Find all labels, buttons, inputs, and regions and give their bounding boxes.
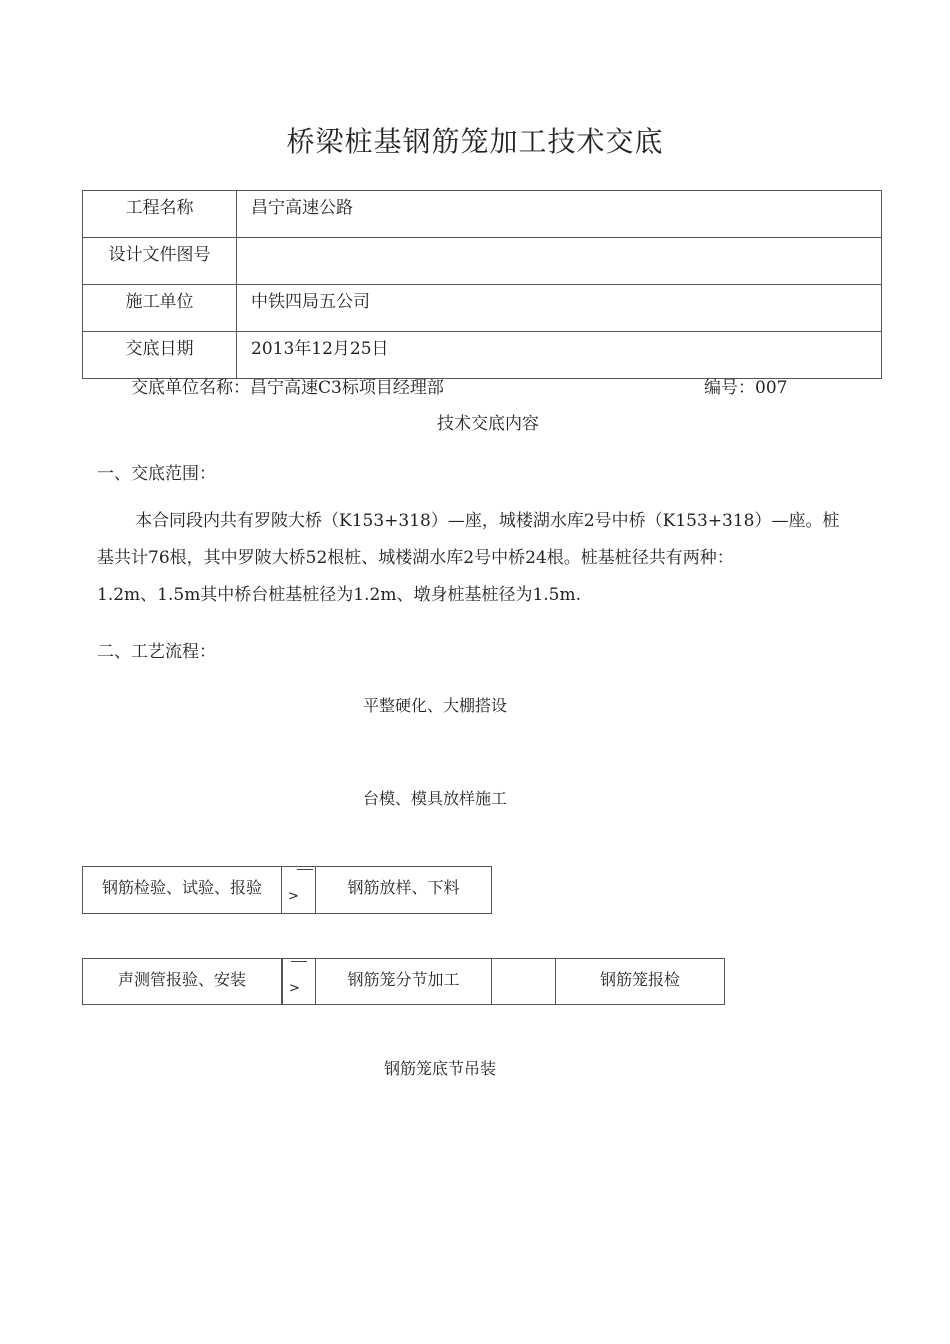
contractor-value: 中铁四局五公司 — [237, 285, 882, 332]
flow-box-empty — [492, 958, 556, 1005]
flow-arrow-right — [282, 866, 315, 914]
design-doc-label: 设计文件图号 — [83, 238, 237, 285]
arrow-dash-icon — [297, 869, 313, 870]
flow-box-rebar-inspection — [82, 866, 282, 914]
flow-step-formwork-layout: 台模、模具放样施工 — [362, 789, 507, 808]
contractor-label: 施工单位 — [83, 285, 237, 332]
table-row — [83, 285, 882, 332]
document-number: 编号：007 — [704, 378, 788, 398]
flow-box-segment-fabrication — [315, 958, 492, 1005]
flow-arrow-right — [282, 958, 315, 1005]
section-scope-heading: 一、交底范围： — [97, 464, 216, 484]
table-row — [83, 191, 882, 238]
flow-step-site-preparation: 平整硬化、大棚搭设 — [362, 696, 507, 715]
handover-date-label: 交底日期 — [83, 332, 237, 379]
section-process-heading: 二、工艺流程： — [97, 642, 216, 662]
table-row — [83, 332, 882, 379]
arrow-head-icon: > — [289, 981, 300, 996]
flow-box-label: 钢筋检验、试验、报验 — [101, 878, 262, 897]
table-row — [83, 238, 882, 285]
arrow-head-icon: > — [288, 889, 299, 904]
handover-date-value: 2013年12月25日 — [237, 332, 882, 379]
content-heading: 技术交底内容 — [437, 414, 539, 434]
flow-box-rebar-cutting — [315, 866, 492, 914]
flow-box-label: 声测管报验、安装 — [117, 970, 246, 989]
handover-unit: 交底单位名称：昌宁高速C3标项目经理部 — [131, 378, 444, 398]
project-name-value: 昌宁高速公路 — [237, 191, 882, 238]
arrow-dash-icon — [291, 961, 307, 962]
scope-line-2: 基共计76根，其中罗陂大桥52根桩、城楼湖水库2号中桥24根。桩基桩径共有两种： — [97, 548, 734, 568]
scope-line-1: 本合同段内共有罗陂大桥（K153+318）—座，城楼湖水库2号中桥（K153+318）—座。桩 — [135, 511, 840, 531]
document-title: 桥梁桩基钢筋笼加工技术交底 — [286, 125, 664, 158]
flow-box-label: 钢筋笼报检 — [599, 970, 680, 989]
flow-box-label: 钢筋笼分节加工 — [347, 970, 460, 989]
project-name-label: 工程名称 — [83, 191, 237, 238]
flow-box-label: 钢筋放样、下料 — [347, 878, 460, 897]
project-info-table — [82, 190, 882, 379]
flow-box-cage-inspection — [555, 958, 725, 1005]
flow-step-bottom-lifting: 钢筋笼底节吊装 — [383, 1059, 496, 1078]
design-doc-value — [237, 238, 882, 285]
scope-line-3: 1.2m、1.5m其中桥台桩基桩径为1.2m、墩身桩基桩径为1.5m. — [97, 585, 582, 605]
flow-box-sonic-tube — [82, 958, 282, 1005]
